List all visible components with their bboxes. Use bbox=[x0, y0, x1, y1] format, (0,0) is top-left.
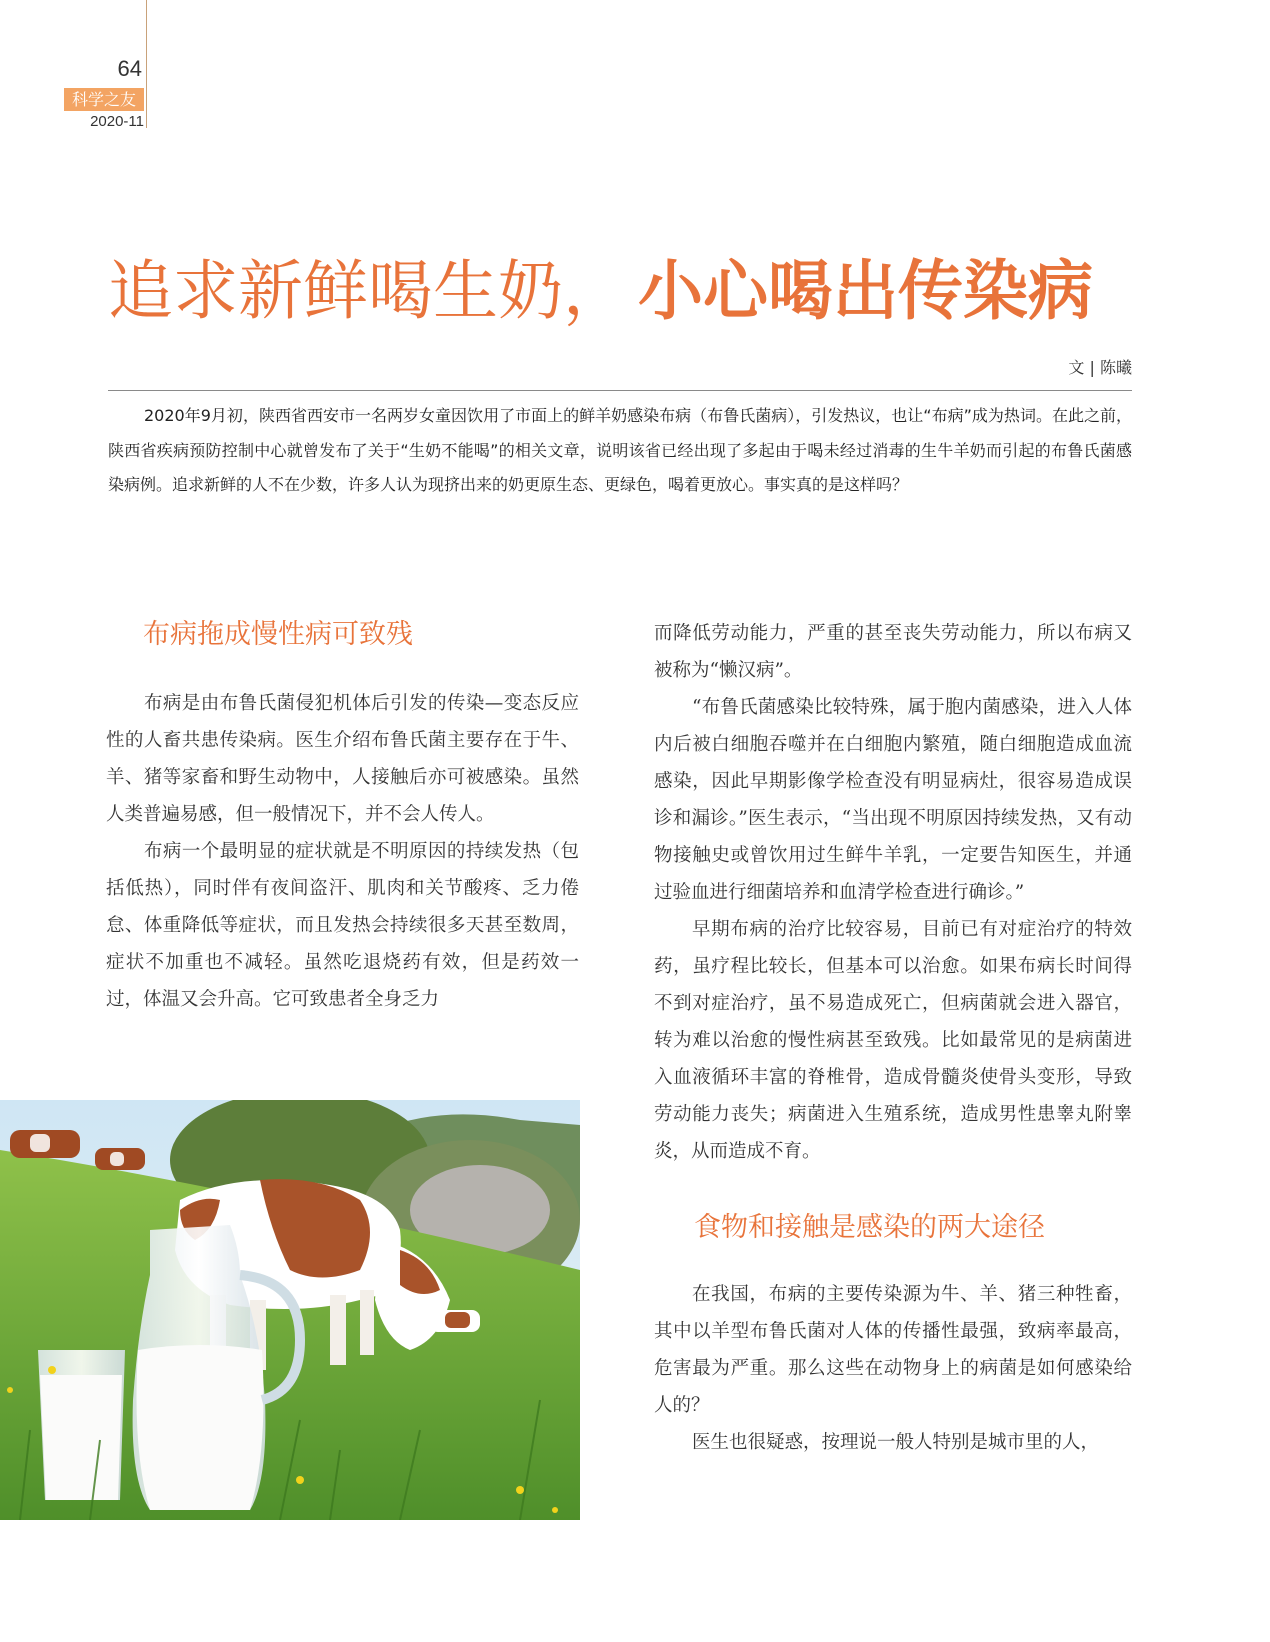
distant-cow bbox=[430, 1310, 480, 1332]
article-title bbox=[108, 252, 1093, 332]
title-rule bbox=[108, 390, 1132, 391]
body-paragraph: 布病是由布鲁氏菌侵犯机体后引发的传染—变态反应性的人畜共患传染病。医生介绍布鲁氏菌主要存在于牛、羊、猪等家畜和野生动物中，人接触后亦可被感染。虽然人类普遍易感，但一般情况下，并不会人传人。 bbox=[106, 693, 579, 825]
right-column bbox=[654, 615, 1132, 1461]
intro-paragraph: 2020年9月初，陕西省西安市一名两岁女童因饮用了市面上的鲜羊奶感染布病（布鲁氏菌病），引发热议，也让“布病”成为热词。在此之前，陕西省疾病预防控制中心就曾发布了关于“生奶不能喝”的相关文章，说明该省已经出现了多起由于喝未经过消毒的生牛羊奶而引起的布鲁氏菌感染病例。追求新鲜的人不在少数，许多人认为现挤出来的奶更原生态、更绿色，喝着更放心。事实真的是这样吗？ bbox=[108, 406, 1132, 494]
body-paragraph: 早期布病的治疗比较容易，目前已有对症治疗的特效药，虽疗程比较长，但基本可以治愈。如果布病长时间得不到对症治疗，虽不易造成死亡，但病菌就会进入器官，转为难以治愈的慢性病甚至致残。比如最常见的是病菌进入血液循环丰富的脊椎骨，造成骨髓炎使骨头变形，导致劳动能力丧失；病菌进入生殖系统，造成男性患睾丸附睾炎，从而造成不育。 bbox=[654, 919, 1132, 1162]
body-paragraph: 而降低劳动能力，严重的甚至丧失劳动能力，所以布病又被称为“懒汉病”。 bbox=[654, 623, 1132, 681]
body-paragraph: “布鲁氏菌感染比较特殊，属于胞内菌感染，进入人体内后被白细胞吞噬并在白细胞内繁殖，随白细胞造成血流感染，因此早期影像学检查没有明显病灶，很容易造成误诊和漏诊。”医生表示，“当出现不明原因持续发热，又有动物接触史或曾饮用过生鲜牛羊乳，一定要告知医生，并通过验血进行细菌培养和血清学检查进行确诊。” bbox=[654, 697, 1132, 903]
section-heading: 布病拖成慢性病可致残 bbox=[143, 619, 413, 650]
article-title-light: 追求新鲜喝生奶， bbox=[108, 254, 629, 329]
page-number: 64 bbox=[117, 56, 142, 81]
article-title-bold: 小心喝出传染病 bbox=[638, 254, 1094, 329]
magazine-name-tag: 科学之友 bbox=[64, 88, 144, 111]
left-column bbox=[106, 615, 579, 1018]
body-paragraph: 布病一个最明显的症状就是不明原因的持续发热（包括低热），同时伴有夜间盗汗、肌肉和关节酸疼、乏力倦怠、体重降低等症状，而且发热会持续很多天甚至数周，症状不加重也不减轻。虽然吃退烧药有效，但是药效一过，体温又会升高。它可致患者全身乏力 bbox=[106, 841, 579, 1010]
body-paragraph: 医生也很疑惑，按理说一般人特别是城市里的人， bbox=[692, 1432, 1100, 1453]
photo-cows-milk-jug bbox=[0, 1100, 580, 1520]
body-paragraph: 在我国，布病的主要传染源为牛、羊、猪三种牲畜，其中以羊型布鲁氏菌对人体的传播性最强，致病率最高，危害最为严重。那么这些在动物身上的病菌是如何感染给人的？ bbox=[654, 1284, 1132, 1416]
author-byline: 文 | 陈曦 bbox=[1068, 358, 1132, 377]
issue-date: 2020-11 bbox=[90, 113, 144, 130]
header-divider-line bbox=[146, 0, 147, 128]
section-heading: 食物和接触是感染的两大途径 bbox=[694, 1212, 1045, 1243]
